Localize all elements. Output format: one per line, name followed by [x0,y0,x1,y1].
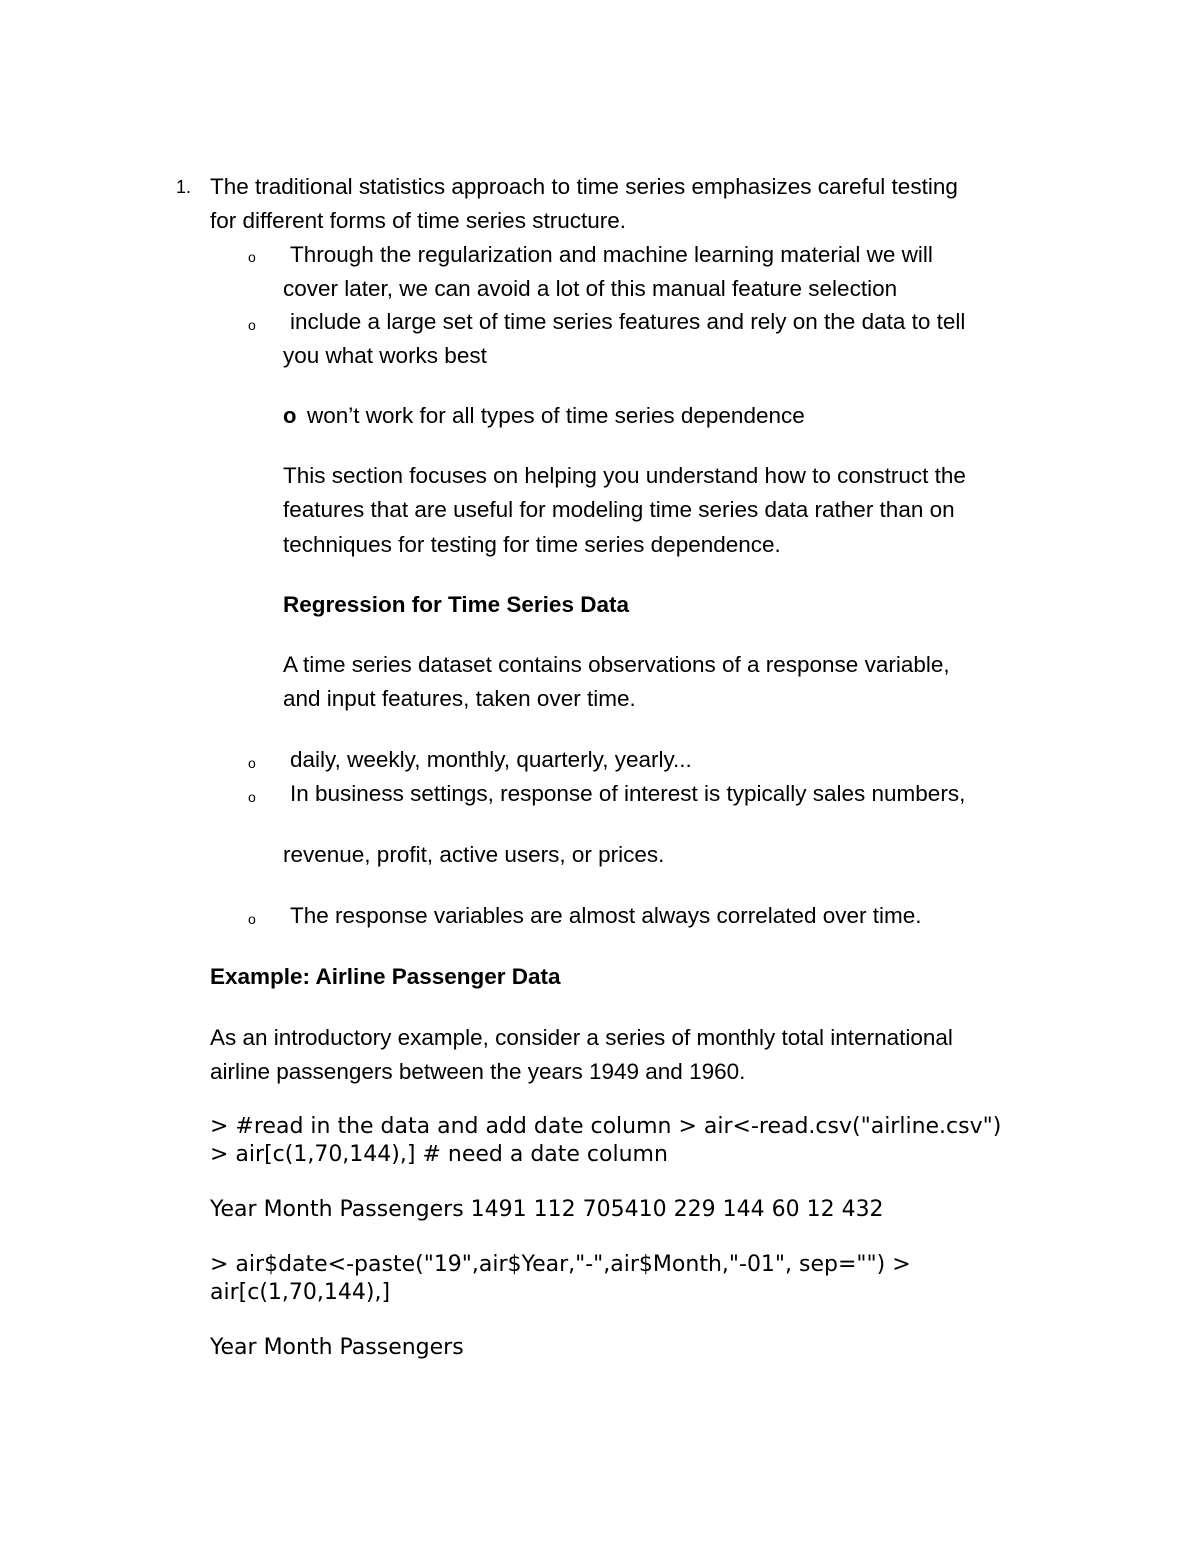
bullet-marker: o [248,789,256,805]
sub-bullet-2-line-2: you what works best [283,343,487,368]
intro-para-line-1: As an introductory example, consider a series of monthly total international [210,1025,953,1050]
list-item-1-line-2: for different forms of time series structure. [210,208,626,233]
correlated-bullet: The response variables are almost always correlated over time. [290,903,922,928]
bullet-marker: o [248,911,256,927]
section-para-line-2: features that are useful for modeling time series data rather than on [283,497,955,522]
list-item-1-line-1: The traditional statistics approach to time series emphasizes careful testing [210,174,958,199]
bullet-marker: o [283,403,297,428]
output-line-2: Year Month Passengers [210,1335,464,1360]
sub-bullet-2-line-1: include a large set of time series features and rely on the data to tell [290,309,966,334]
sub-bullet-1-line-2: cover later, we can avoid a lot of this manual feature selection [283,276,898,301]
wont-work-text: won’t work for all types of time series dependence [307,403,805,428]
code-line-4: air[c(1,70,144),] [210,1280,391,1305]
code-line-1: > #read in the data and add date column > air<-read.csv("airline.csv") [210,1114,1002,1139]
frequency-bullet: daily, weekly, monthly, quarterly, yearly... [290,747,692,772]
list-number-1: 1. [176,177,192,197]
section-para-line-3: techniques for testing for time series dependence. [283,532,781,557]
code-line-2: > air[c(1,70,144),] # need a date column [210,1142,668,1167]
example-heading: Example: Airline Passenger Data [210,964,561,989]
intro-para-line-2: airline passengers between the years 1949 and 1960. [210,1059,746,1084]
bullet-marker: o [248,249,256,265]
business-bullet: In business settings, response of interest is typically sales numbers, [290,781,966,806]
output-line-1: Year Month Passengers 1491 112 705410 229 144 60 12 432 [210,1197,884,1222]
revenue-line: revenue, profit, active users, or prices. [283,842,665,867]
bullet-marker: o [248,317,256,333]
section-para-line-1: This section focuses on helping you understand how to construct the [283,463,966,488]
dataset-para-line-2: and input features, taken over time. [283,686,636,711]
dataset-para-line-1: A time series dataset contains observations of a response variable, [283,652,950,677]
sub-bullet-1-line-1: Through the regularization and machine learning material we will [290,242,933,267]
regression-heading: Regression for Time Series Data [283,592,629,617]
bullet-marker: o [248,755,256,771]
code-line-3: > air$date<-paste("19",air$Year,"-",air$Month,"-01", sep="") > [210,1252,911,1277]
